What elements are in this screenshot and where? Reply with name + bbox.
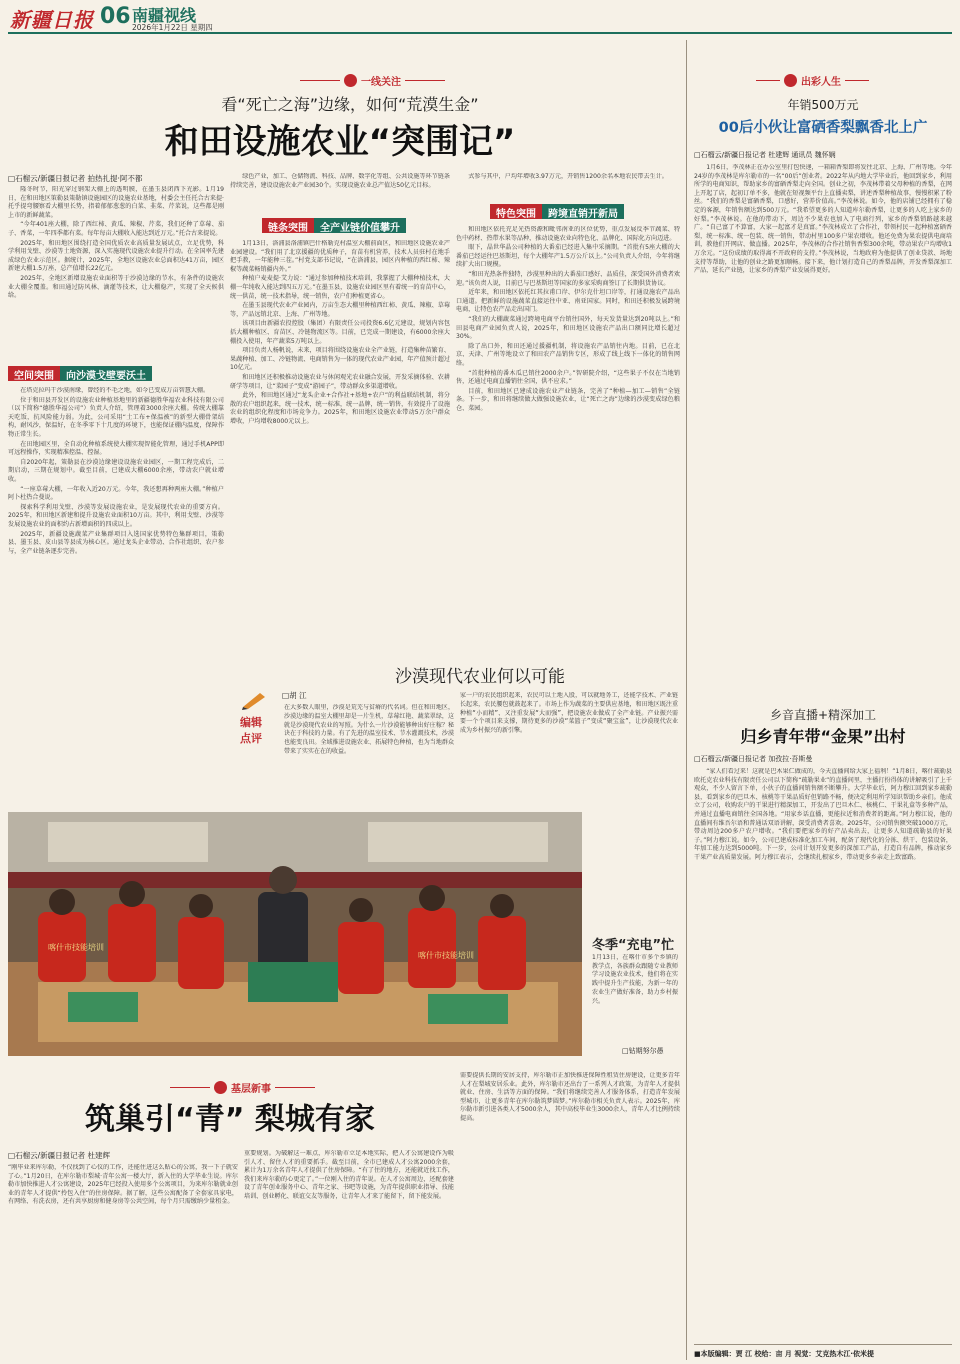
lead-kicker: 看“死亡之海”边缘，如何“荒漠生金” bbox=[221, 95, 479, 114]
lead-col2-top: 绿色产业，加工、仓储物流、科技、品牌、数字化等组、公共设施等环节链条持续完善，建设设施农业产业园30个。实现设施农业总产值达50亿元目标。 bbox=[230, 173, 450, 189]
right-badge: 出彩人生 bbox=[756, 73, 869, 88]
editorial-title: 沙漠现代农业何以可能 bbox=[395, 667, 565, 687]
lead-col3-top: 式参与其中，户均年增收3.97万元，开销售1200余名本地农民带去生计。 bbox=[468, 173, 668, 180]
footer-credits: ■本版编辑：贾 江 校给：亩 月 视觉：艾克热木江·依米提 bbox=[694, 1350, 875, 1358]
lead-title: 和田设施农业“突围记” bbox=[164, 122, 516, 162]
right-text: 1月6日，李茂林正在办公室里打包快递，一箱箱香梨即将发往北京、上海、广州等地。今年24岁的李茂林是库尔勒市的一名“00后”创业者。2022年从内地大学毕业后，他回到家乡，利用所学的电商知识，帮助家乡的富硒香梨走向全国。创业之初，李茂林带着父母种植的香梨，在网上开起了店，起初订单不多，他就在短视频平台上直播卖梨，讲述香梨种植故事，慢慢积累了粉丝。“我们的香梨是富硒香梨，口感好，营养价值高。”李茂林说。如今，他的店铺已经拥有了稳定的客源，年销售额达到500万元。“我希望更多的人知道库尔勒香梨，让更多的人吃上家乡的好梨。”李茂林说。在他的带动下，周边不少果农也加入了电商行列，家乡的香梨销路越来越广。“自己富了不算富，大家一起富才是真富。”李茂林成立了合作社，带领村民一起种植富硒香梨，统一标准、统一包装、统一销售，带动村里100多户果农增收。他还免费为果农提供电商培训，教他们开网店、做直播。2025年，李茂林的合作社销售香梨300余吨，带动果农户均增收1万余元。“这份成绩的取得离不开政府的支持。”李茂林说，当地政府为他提供了创业贷款、场地支持等帮助，让他的创业之路更加顺畅。接下来，他计划打造自己的香梨品牌，开发香梨深加工产品，延长产业链，让家乡的香梨产业发展得更好。 bbox=[694, 164, 952, 275]
lead-badge: 一线关注 bbox=[300, 73, 445, 88]
photo-caption-text: 1月13日，在喀什市多个乡镇的教学点，各族群众跟随专业教师学习设施农业技术，他们将在实践中提升生产技能，为新一年的农业生产做好准备，助力乡村振兴。 bbox=[592, 954, 678, 1005]
masthead-rule bbox=[8, 32, 952, 34]
lead-col3: 和田地区依托充足光热资源和毗邻南亚的区位优势，重点发展反季节蔬菜、特色中药材、热带水果等品种，推动设施农业向特色化、品牌化、国际化方向迈进。 眼下，晶世华晶公司种植的大番茄已经进入集中采摘期。“首批有5座大棚的大番茄已经运往巴基斯坦，每个大棚年产1.5万公斤以上。”公司负责人介绍，今年将继续扩大出口规模。 “和田光热条件独特，沙漠里种出的大番茄口感好、品质佳，深受国外消费者欢迎。”该负责人说，目前已与巴基斯坦等国家的多家采购商签订了长期供货协议。 近年来，和田地区依托红其拉甫口岸、伊尔克什坦口岸等，打通设施农产品出口通道。把新鲜的设施蔬菜直接运往中亚、南亚国家。同时，和田还积极发展跨境电商，让特色农产品走出国门。 “我们的大棚蔬菜通过跨境电商平台销往国外，每天发货量达到20吨以上。”和田县电商产业园负责人说，2025年，和田地区设施农产品出口额同比增长超过30%。 除了出口外，和田还通过援疆机制，将设施农产品销往内地。目前，已在北京、天津、广州等地设立了和田农产品销售专区，形成了线上线下一体化的销售网络。 “首批种植的番木瓜已销往2000余户。”智研院介绍，“这些果子不仅在当地销售，还通过电商直播销往全国，供不应求。” 目前，和田地区已建成设施农业产业链条，完善了“种植—加工—销售”全链条。下一步，和田将继续做大做强设施农业，让“死亡之海”边缘的沙漠变成绿色粮仓、菜园。 bbox=[456, 226, 680, 412]
column-divider bbox=[686, 40, 687, 1360]
right-text2: “家人们看过来！这就是巴木果仁做成的，今天直播间给大家上福利！”1月8日，喀什疏勒县欧托克农业科技有限责任公司以下简称“疏勒果业”的直播间里，主播打扮得体的讲解吸引了上千观众，不少人留言下单，小伙子的直播间销售额不断攀升。大学毕业后，阿力穆江回到家乡疏勒县，看到家乡的巴旦木、核桃等干果品质好但销路不畅，便决定利用所学知识帮助乡亲们。他成立了公司，收购农户的干果进行精深加工，开发出了巴旦木仁、核桃仁、干果礼盒等多种产品，并通过直播电商销往全国各地。“用家乡话直播，更能拉近和消费者的距离。”阿力穆江说，他的直播间有维吾尔语和普通话双语讲解，深受消费者喜欢。2025年，公司销售额突破1000万元，带动周边200多户农户增收。“我们要把家乡的好产品卖出去，让更多人知道疏勒县的好果子。”阿力穆江说。如今，公司已建成标准化加工车间，配备了现代化的分拣、烘干、包装设备，年加工能力达到5000吨。下一步，公司计划开发更多的深加工产品，打造自有品牌，推动家乡干果产业高质量发展。阿力穆江表示，会继续扎根家乡，带动更多乡亲走上致富路。 bbox=[694, 768, 952, 861]
photo-credit: □钻期努尔愚 bbox=[622, 1047, 664, 1055]
badge-dot-icon bbox=[214, 1081, 227, 1094]
lead-col1: 隆冬时节，阳光穿过钢架大棚上的透明膜，在墨玉县闭西下光影。1月19日，在和田地区策勒县策勒镇设施园区的设施农业基地，村委会主任托合古来提·托乎提弯腰察看大棚里长势，指着郁郁葱葱的白菜、韭菜、芹菜说，这些都是刚上市的新鲜蔬菜。 “今年401座大棚，除了西红柿、黄瓜、辣椒、芹菜，我们还种了草莓、茄子、香菜，一年四季都有菜。每年每亩大棚收入能达到近万元。”托合古来提说。 2025年，和田地区围绕打造全国优质农业高质量发展试点，立足优势，科学利用戈壁、沙漠等土地资源，深入实施现代设施农业提升行动。在全国率先建成绿色农业示范区。据统计，2025年，全地区设施农业总面积达41万亩，园区新建大棚1.5万座，总产值增长22亿元。 2025年，全地区新增设施农业面积等于沙漠边缘的节水，有条件的设施农业大棚全覆盖。和田通过防风林、滴灌等技术，让大棚稳产，实现了全天候供给。 bbox=[8, 186, 224, 300]
subhead-feature: 特色突围 跨境直销开新局 bbox=[490, 204, 624, 219]
bottom-col1: “刚毕业来库尔勒，不仅找到了心仪的工作，还能住进这么贴心的公寓，我一下子就安了心。”1月20日，在库尔勒市梨城·青年公寓一楼大厅，新入住的大学毕业生说。库尔勒市加快推进人才公寓建设，2025年已经投入使用多个公寓项目，为来库尔勒就业创业的青年人才提供“拎包入住”的住房保障。据了解，这些公寓配备了全套家具家电，有网络、有洗衣房，还有共享厨房和健身房等公共空间，每个月只需缴纳少量租金。 bbox=[8, 1164, 238, 1206]
right-byline: □石榴云/新疆日报记者 杜建辉 通讯员 魏怀娴 bbox=[694, 151, 836, 159]
badge-dot-icon bbox=[344, 74, 357, 87]
bottom-col2: 重要规划。为破解这一难点，库尔勒市立足本地实际，把人才公寓建设作为吸引人才、留住人才的重要抓手。截至目前，全市已建成人才公寓2000余套，累计为1万余名青年人才提供了住房保障。“有了住的地方，还能就近找工作，我们来库尔勒的心更定了。”一位刚入住的青年说。在人才公寓周边，还配套建设了青年创业服务中心、青年之家、书吧等设施，为青年提供职业指导、技能培训、创业孵化、联谊交友等服务，让青年人才来了能留下，留下能发展。 bbox=[244, 1150, 454, 1200]
footer-rule bbox=[694, 1344, 952, 1345]
section-title: 南疆视线 bbox=[132, 6, 197, 25]
bottom-title: 筑巢引“青” 梨城有家 bbox=[85, 1102, 375, 1137]
photo-caption-title: 冬季“充电”忙 bbox=[592, 938, 675, 953]
right-title2: 归乡青年带“金果”出村 bbox=[740, 727, 906, 746]
masthead-logo: 新疆日报 bbox=[10, 8, 94, 32]
right-kicker: 年销500万元 bbox=[787, 98, 859, 112]
masthead bbox=[0, 0, 960, 32]
lead-byline: □石榴云/新疆日报记者 拍热扎提·阿不都 bbox=[8, 174, 143, 183]
bottom-badge: 基层新事 bbox=[170, 1080, 315, 1095]
training-photo bbox=[8, 812, 582, 1056]
right-kicker2: 乡音直播+精深加工 bbox=[769, 708, 877, 722]
right-byline2: □石榴云/新疆日报记者 加孜拉·吾斯曼 bbox=[694, 755, 813, 763]
subhead-chain: 链条突围 全产业链价值攀升 bbox=[262, 218, 406, 233]
editorial-byline: □胡 江 bbox=[282, 691, 307, 700]
bottom-byline: □石榴云/新疆日报记者 杜建辉 bbox=[8, 1151, 110, 1160]
badge-dot-icon bbox=[784, 74, 797, 87]
subhead-space: 空间突围 向沙漠戈壁要沃土 bbox=[8, 366, 152, 381]
lead-col2: 1月13日，洛浦县洛浦镇巴什格勒克村温室大棚前面区，和田地区设施农业产业园建设。“我们用了北京援疆的优质种子，育苗有机营养，技术人员驻村在地手把手教，一年能种三茬。”村党支部书记说，“在洛浦县，园区内种植的西红柿、辣椒等蔬菜畅销疆内外。” 种植户麦麦提·艾力说：“通过参加种植技术培训，我掌握了大棚种植技术，大棚一年纯收入能达到四五万元。”在墨玉县，设施农业园区里有着统一的育苗中心，统一供苗，统一技术指导，统一销售，农户们种植更省心。 在墨玉县现代农业产业园内，万亩生态大棚里种植西红柿、黄瓜、辣椒、草莓等，产品远销北京、上海、广州等地。 该项目由新疆农投控股（集团）有限责任公司投资6.6亿元建设，规划内容包括大棚种植区、育苗区、冷链物流区等。目前，已完成一期建设，有6000余座大棚投入使用，年产蔬菜5万吨以上。 项目负责人杨帆说，未来，项目将围绕设施农业全产业链，打造集种苗繁育、果蔬种植、加工、冷链物流、电商销售为一体的现代农业产业园，年产值预计超过10亿元。 和田地区还积极推动设施农业与休闲观光农业融合发展，开发采摘体验、农耕研学等项目，让“菜园子”变成“游园子”，带动群众多渠道增收。 此外，和田地区通过“龙头企业+合作社+基地+农户”的利益联结机制，将分散的农户组织起来，统一技术，统一标准，统一品牌，统一销售，有效提升了设施农业的组织化程度和市场竞争力。2025年，和田地区设施农业带动5万余户群众增收，户均增收8000元以上。 bbox=[230, 240, 450, 425]
editorial-col2: 家一户的农民组织起来，农民可以土地入股，可以就地务工，还能学技术、产业链长起来，农民腰包就鼓起来了。市场上作为蔬菜的主要供应基地，和田地区既注重种植“小而精”、又注重发展“大而强”，把设施农业做成了全产业链。产业振兴需要一个个项目来支撑，期待更多的沙漠“菜篮子”变成“聚宝盆”，让沙漠现代农业成为乡村振兴的新引擎。 bbox=[460, 692, 678, 735]
editorial-label bbox=[236, 690, 276, 750]
lead-col1b: 在塔克拉玛干沙漠南缘，曾经的不毛之地，如今已变成万亩智慧大棚。 位于和田县开发区的设施农业种植基地里的新疆德胜华福农业科技有限公司（以下简称“德胜华福公司”）负责人介绍，管理着3000余座大棚。传统大棚靠天吃饭，抗风险能力弱。为此，公司采用“土工布+保温被”的新型大棚骨架结构，耐风沙，保温好，在冬季零下十几度的环境下，也能保证棚内温度，保障作物正常生长。 在田地园区里，全自动化种植系统使大棚实现智能化管理，通过手机APP即可远程操作，实现精准控温、控湿。 自2020年起，策勒县在沙漠边缘建设设施农业园区，一期工程完成后，二期启动，三期在规划中。截至目前，已建成大棚6000余座，带动农户就业增收。 “一座草莓大棚，一年收入近20万元。今年，我还想再种两座大棚。”种植户阿卜杜热合曼说。 探索科学利用戈壁、沙漠等发展设施农业，是发展现代农业的重要方向。2025年，和田地区新建和提升设施农业面积10万亩。其中，利用戈壁、沙漠等发展设施农业的面积约占新增面积的四成以上。 2025年，新疆设施蔬菜产业集群项目入选国家优势特色集群项目，策勒县、墨玉县、皮山县等县成为核心区。通过龙头企业带动、合作社组织、农户参与，全产业链条逐步完善。 bbox=[8, 387, 224, 555]
editorial-label-2: 点评 bbox=[240, 732, 262, 745]
editorial-col1: 在大多数人眼里，沙漠是荒芜与贫瘠的代名词。但在和田地区，沙漠边缘的温室大棚里却是一片生机，草莓红艳、蔬菜翠绿，这就是沙漠现代农业的写照。为什么一片沙漠能够种出好庄稼？秘诀在于科技的力量。有了先进的温室技术、节水灌溉技术，沙漠也能变良田。全域推进设施农业、拓展特色种植，也为当地群众带来了实实在在的收益。 bbox=[284, 704, 454, 755]
editorial-label-1: 编辑 bbox=[240, 716, 262, 729]
photo-banner-right: 喀什市技能培训 bbox=[418, 951, 474, 960]
right-title: 00后小伙让富硒香梨飘香北上广 bbox=[718, 120, 928, 136]
pencil-icon bbox=[240, 690, 270, 710]
photo-banner-left: 喀什市技能培训 bbox=[48, 943, 104, 952]
bottom-col3: 需要提供长期的安居支持，库尔勒市正加快推进保障性租赁住房建设，让更多青年人才在梨城安居乐业。此外，库尔勒市还出台了一系列人才政策，为青年人才提供就业、住房、生活等方面的保障。“我们将继续完善人才服务体系，打造青年发展型城市，让更多青年在库尔勒筑梦圆梦。”库尔勒市相关负责人表示。2025年，库尔勒市新引进各类人才5000余人，其中高校毕业生3000余人，青年人才比例持续提高。 bbox=[460, 1072, 680, 1122]
page-number: 06 bbox=[100, 4, 131, 29]
issue-date: 2026年1月22日 星期四 bbox=[132, 23, 213, 32]
